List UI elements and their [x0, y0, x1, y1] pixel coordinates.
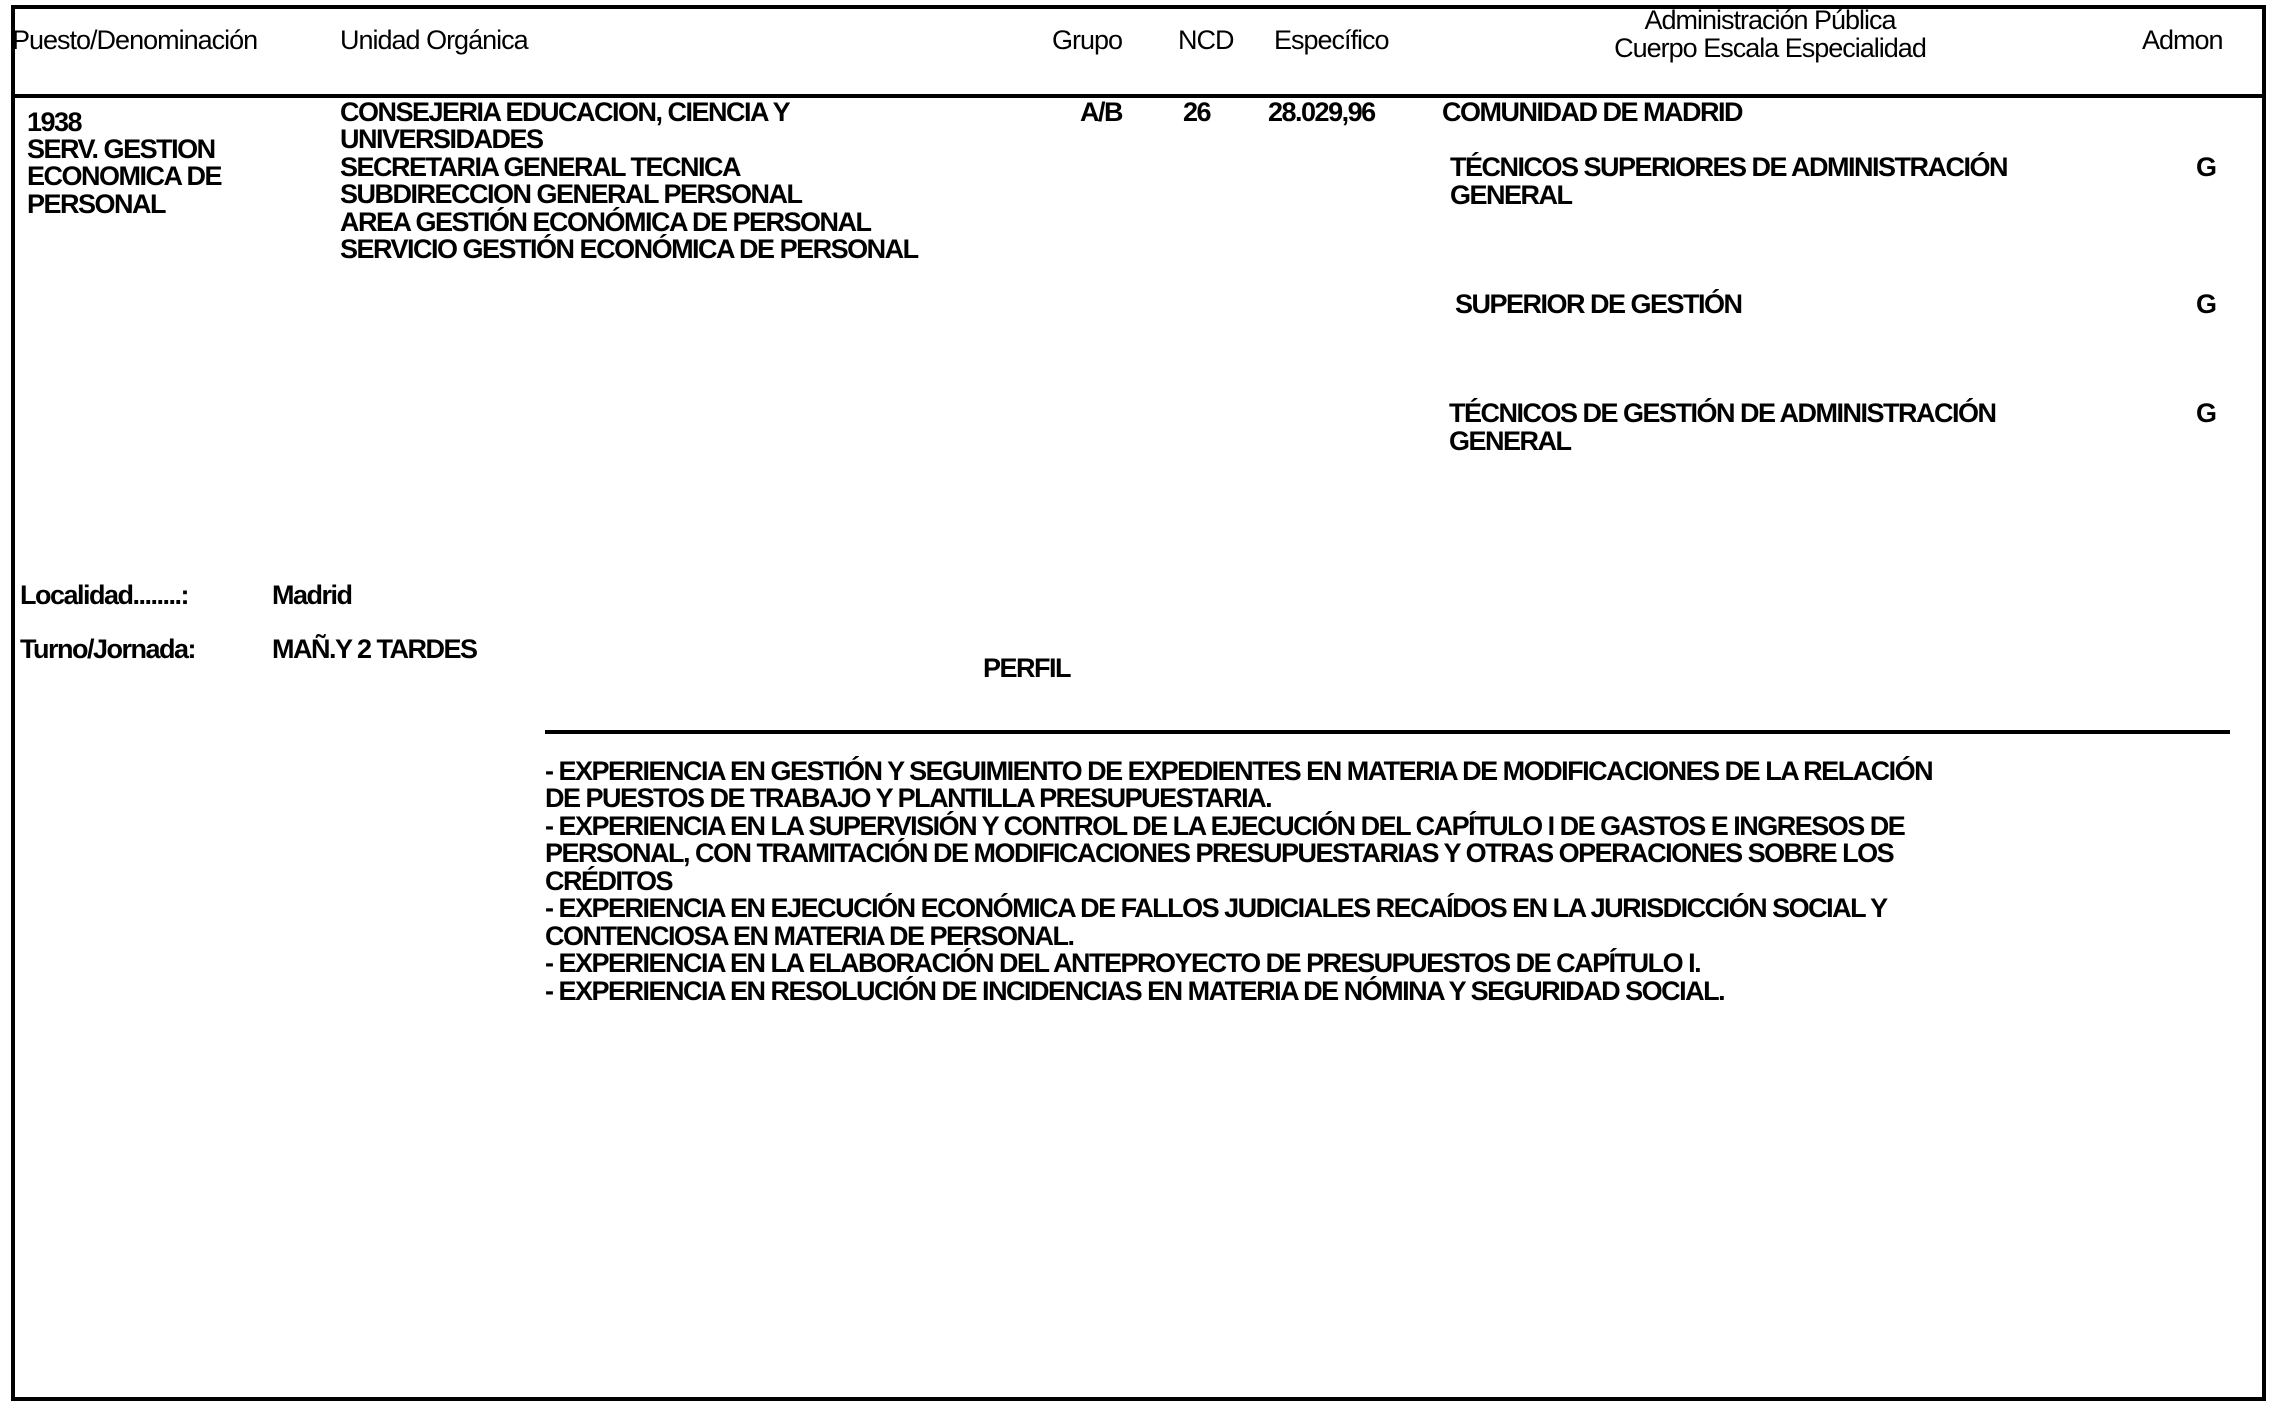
- especifico-value: 28.029,96: [1268, 97, 1375, 127]
- cuerpo-line: GENERAL: [1449, 426, 1571, 456]
- perfil-line: PERSONAL, CON TRAMITACIÓN DE MODIFICACIONES PRESUPUESTARIAS Y OTRAS OPERACIONES SOBRE LOS: [545, 838, 1894, 868]
- administracion-value: COMUNIDAD DE MADRID: [1442, 97, 1742, 127]
- unidad-organica-line: SUBDIRECCION GENERAL PERSONAL: [340, 179, 802, 209]
- perfil-line: - EXPERIENCIA EN EJECUCIÓN ECONÓMICA DE FALLOS JUDICIALES RECAÍDOS EN LA JURISDICCIÓN SOCIAL Y: [545, 893, 1887, 923]
- turno-value: MAÑ.Y 2 TARDES: [272, 634, 477, 664]
- puesto-numero: 1938: [27, 107, 82, 137]
- unidad-organica-line: AREA GESTIÓN ECONÓMICA DE PERSONAL: [340, 207, 871, 237]
- ncd-value: 26: [1183, 97, 1211, 127]
- header-unidad: Unidad Orgánica: [340, 25, 528, 55]
- cuerpo-line: TÉCNICOS DE GESTIÓN DE ADMINISTRACIÓN: [1449, 398, 1996, 428]
- turno-label: Turno/Jornada:: [20, 634, 196, 664]
- perfil-line: CRÉDITOS: [545, 866, 673, 896]
- cuerpo-admon: G: [2196, 398, 2216, 428]
- unidad-organica-line: CONSEJERIA EDUCACION, CIENCIA Y: [340, 97, 790, 127]
- localidad-label: Localidad........:: [20, 580, 189, 610]
- localidad-value: Madrid: [272, 580, 352, 610]
- cuerpo-line: TÉCNICOS SUPERIORES DE ADMINISTRACIÓN: [1450, 152, 2008, 182]
- cuerpo-line: SUPERIOR DE GESTIÓN: [1455, 289, 1742, 319]
- cuerpo-admon: G: [2196, 152, 2216, 182]
- perfil-line: DE PUESTOS DE TRABAJO Y PLANTILLA PRESUPUESTARIA.: [545, 783, 1272, 813]
- header-puesto: Puesto/Denominación: [12, 25, 258, 55]
- header-admin-line1: Administración Pública: [1644, 5, 1896, 35]
- perfil-divider: [545, 730, 2230, 734]
- unidad-organica-line: UNIVERSIDADES: [340, 124, 543, 154]
- perfil-line: - EXPERIENCIA EN RESOLUCIÓN DE INCIDENCIAS EN MATERIA DE NÓMINA Y SEGURIDAD SOCIAL.: [545, 976, 1725, 1006]
- puesto-denominacion-line: PERSONAL: [27, 189, 166, 219]
- header-admon: Admon: [2142, 25, 2223, 55]
- grupo-value: A/B: [1080, 97, 1122, 127]
- puesto-denominacion-line: ECONOMICA DE: [27, 161, 222, 191]
- header-admin-line2: Cuerpo Escala Especialidad: [1614, 33, 1926, 63]
- cuerpo-line: GENERAL: [1450, 180, 1572, 210]
- puesto-denominacion-line: SERV. GESTION: [27, 134, 215, 164]
- cuerpo-admon: G: [2196, 289, 2216, 319]
- perfil-line: - EXPERIENCIA EN LA ELABORACIÓN DEL ANTEPROYECTO DE PRESUPUESTOS DE CAPÍTULO I.: [545, 948, 1701, 978]
- header-grupo: Grupo: [1052, 25, 1123, 55]
- perfil-line: CONTENCIOSA EN MATERIA DE PERSONAL.: [545, 921, 1074, 951]
- header-ncd: NCD: [1178, 25, 1234, 55]
- perfil-title: PERFIL: [983, 653, 1071, 683]
- perfil-line: - EXPERIENCIA EN GESTIÓN Y SEGUIMIENTO DE EXPEDIENTES EN MATERIA DE MODIFICACIONES DE LA RELACIÓN: [545, 756, 1933, 786]
- perfil-line: - EXPERIENCIA EN LA SUPERVISIÓN Y CONTROL DE LA EJECUCIÓN DEL CAPÍTULO I DE GASTOS E INGRESOS DE: [545, 811, 1905, 841]
- unidad-organica-line: SERVICIO GESTIÓN ECONÓMICA DE PERSONAL: [340, 234, 918, 264]
- header-especifico: Específico: [1274, 25, 1389, 55]
- unidad-organica-line: SECRETARIA GENERAL TECNICA: [340, 152, 741, 182]
